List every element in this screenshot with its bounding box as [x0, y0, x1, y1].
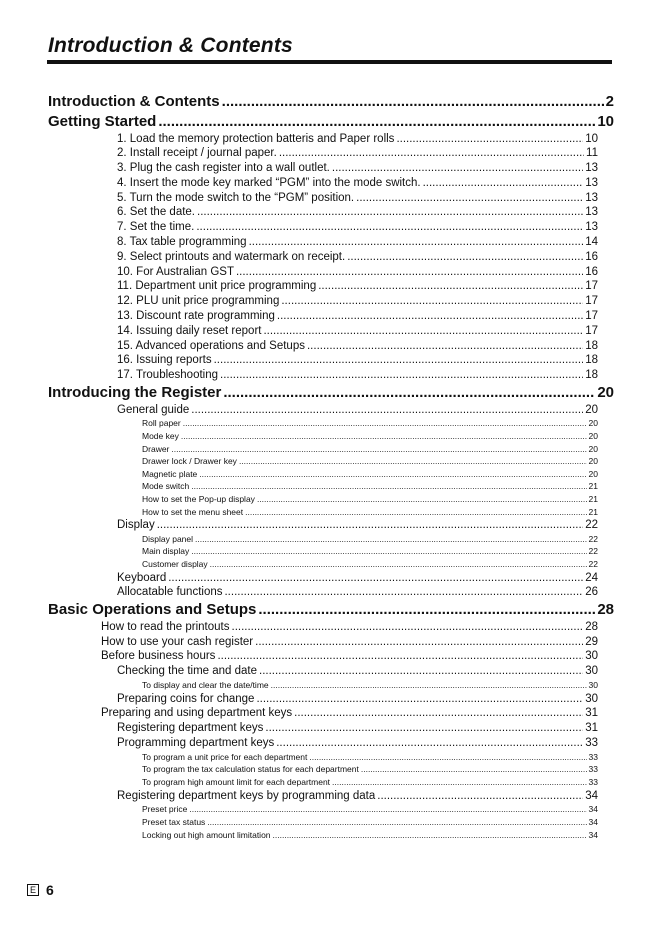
toc-entry[interactable] [0, 279, 598, 294]
toc-entry-title: Drawer [142, 443, 170, 454]
dot-leader [183, 417, 587, 430]
toc-entry-title: 6. Set the date. [117, 206, 196, 219]
toc-entry-page: 21 [588, 481, 598, 492]
toc-entry[interactable] [0, 829, 598, 842]
dot-leader [294, 706, 583, 721]
dot-leader [271, 679, 587, 692]
toc-entry-page: 20 [597, 384, 614, 402]
toc-entry-page: 14 [585, 236, 598, 249]
dot-leader [258, 600, 595, 620]
toc-entry-title: 5. Turn the mode switch to the “PGM” position. [117, 191, 355, 204]
toc-entry-page: 16 [585, 265, 598, 278]
toc-entry-title: Mode key [142, 430, 179, 441]
toc-entry-page: 22 [588, 533, 598, 544]
toc-entry-page: 22 [588, 559, 598, 570]
toc-entry-page: 18 [585, 354, 598, 367]
toc-entry[interactable] [0, 146, 598, 161]
dot-leader [307, 339, 583, 354]
toc-entry-title: To program high amount limit for each department [142, 776, 331, 787]
toc-entry-title: Display [117, 519, 155, 532]
dot-leader [181, 430, 587, 443]
toc-entry-page: 22 [588, 546, 598, 557]
toc-entry-page: 33 [585, 736, 598, 749]
toc-entry[interactable] [0, 176, 598, 191]
toc-entry[interactable] [0, 235, 598, 250]
dot-leader [191, 545, 586, 558]
toc-entry-page: 20 [585, 403, 598, 416]
toc-entry-page: 34 [585, 789, 598, 802]
toc-entry-page: 31 [585, 722, 598, 735]
dot-leader [255, 635, 583, 650]
toc-entry-title: How to set the Pop-up display [142, 493, 255, 504]
dot-leader [361, 763, 587, 776]
dot-leader [191, 480, 586, 493]
toc-entry-title: Allocatable functions [117, 586, 223, 599]
dot-leader [236, 265, 583, 280]
toc-entry[interactable] [0, 191, 598, 206]
toc-entry[interactable] [0, 353, 598, 368]
dot-leader [281, 294, 583, 309]
toc-entry-title: How to use your cash register [101, 635, 254, 648]
toc-entry-title: Getting Started [48, 113, 157, 130]
dot-leader [277, 309, 583, 324]
toc-entry-page: 20 [588, 418, 598, 429]
title-rule [47, 60, 612, 64]
toc-entry-page: 10 [585, 132, 598, 145]
toc-entry[interactable] [0, 545, 598, 558]
toc-entry[interactable] [0, 92, 614, 112]
edition-mark: E [27, 884, 39, 896]
toc-entry-title: 17. Troubleshooting [117, 369, 219, 382]
toc-entry-title: Preparing coins for change [117, 692, 255, 705]
toc-entry[interactable] [0, 339, 598, 354]
toc-entry-page: 21 [588, 506, 598, 517]
toc-entry-page: 13 [585, 162, 598, 175]
toc-entry[interactable] [0, 789, 598, 804]
dot-leader [259, 664, 583, 679]
toc-entry-page: 28 [597, 601, 614, 619]
toc-entry-title: Programming department keys [117, 736, 275, 749]
toc-entry-page: 20 [588, 456, 598, 467]
toc-entry-title: 10. For Australian GST [117, 265, 234, 278]
toc-entry-title: Registering department keys by programming data [117, 789, 376, 802]
dot-leader [332, 161, 583, 176]
toc-entry-page: 30 [585, 665, 598, 678]
toc-entry-title: Before business hours [101, 650, 216, 663]
toc-entry-page: 10 [597, 113, 614, 130]
toc-entry-page: 21 [588, 493, 598, 504]
toc-entry-title: Introducing the Register [48, 384, 222, 402]
toc-entry[interactable] [0, 383, 614, 403]
toc-entry[interactable] [0, 558, 598, 571]
toc-entry-title: How to set the menu sheet [142, 506, 244, 517]
toc-entry-title: 4. Insert the mode key marked “PGM” into the mode switch. [117, 176, 421, 189]
dot-leader [263, 324, 583, 339]
dot-leader [217, 649, 583, 664]
dot-leader [265, 721, 583, 736]
dot-leader [207, 816, 586, 829]
toc-entry-title: 8. Tax table programming [117, 236, 247, 249]
toc-entry-page: 34 [588, 816, 598, 827]
toc-entry[interactable] [0, 265, 598, 280]
toc-entry-page: 13 [585, 221, 598, 234]
toc-entry[interactable] [0, 468, 598, 481]
toc-entry-title: Checking the time and date [117, 665, 258, 678]
toc-entry[interactable] [0, 679, 598, 692]
toc-entry-page: 13 [585, 191, 598, 204]
toc-entry-page: 13 [585, 176, 598, 189]
toc-entry[interactable] [0, 161, 598, 176]
dot-leader [318, 279, 583, 294]
dot-leader [189, 803, 586, 816]
dot-leader [377, 789, 583, 804]
toc-entry[interactable] [0, 294, 598, 309]
toc-entry[interactable] [0, 803, 598, 816]
toc-entry-page: 30 [588, 679, 598, 690]
toc-entry-page: 16 [585, 250, 598, 263]
dot-leader [158, 112, 595, 132]
dot-leader [356, 191, 583, 206]
toc-entry-page: 34 [588, 804, 598, 815]
dot-leader [239, 455, 587, 468]
dot-leader [224, 585, 583, 600]
toc-entry-page: 33 [588, 764, 598, 775]
dot-leader [309, 751, 586, 764]
toc-entry-page: 2 [605, 93, 614, 110]
toc-entry[interactable] [0, 736, 598, 751]
toc-entry[interactable] [0, 493, 598, 506]
toc-entry-title: Locking out high amount limitation [142, 829, 271, 840]
toc-entry-title: Preset tax status [142, 816, 206, 827]
toc-entry[interactable] [0, 518, 598, 533]
dot-leader [232, 620, 584, 635]
toc-entry[interactable] [0, 309, 598, 324]
toc-entry-title: Main display [142, 546, 190, 557]
dot-leader [276, 736, 583, 751]
dot-leader [332, 776, 586, 789]
toc-entry-page: 17 [585, 324, 598, 337]
toc-entry-page: 18 [585, 339, 598, 352]
toc-entry[interactable] [0, 706, 598, 721]
toc-entry-page: 24 [585, 571, 598, 584]
toc-entry[interactable] [0, 763, 598, 776]
toc-entry-title: To program a unit price for each department [142, 751, 308, 762]
dot-leader [273, 829, 587, 842]
toc-entry-title: 14. Issuing daily reset report [117, 324, 262, 337]
toc-entry-page: 17 [585, 280, 598, 293]
toc-entry-title: To program the tax calculation status for each department [142, 764, 359, 775]
toc-entry-page: 17 [585, 310, 598, 323]
toc-entry-title: Introduction & Contents [48, 93, 220, 110]
table-of-contents [0, 92, 662, 841]
toc-entry-page: 26 [585, 586, 598, 599]
toc-entry-page: 11 [586, 147, 598, 160]
toc-entry[interactable] [0, 649, 598, 664]
toc-entry-title: Drawer lock / Drawer key [142, 456, 237, 467]
toc-entry[interactable] [0, 664, 598, 679]
dot-leader [222, 92, 604, 112]
toc-entry-title: 11. Department unit price programming [117, 280, 317, 293]
dot-leader [256, 692, 583, 707]
toc-entry-page: 13 [585, 206, 598, 219]
dot-leader [214, 353, 584, 368]
dot-leader [157, 518, 583, 533]
toc-entry-title: Display panel [142, 533, 194, 544]
dot-leader [191, 403, 583, 418]
toc-entry[interactable] [0, 692, 598, 707]
toc-entry[interactable] [0, 324, 598, 339]
toc-entry-page: 28 [585, 620, 598, 633]
toc-entry-title: 13. Discount rate programming [117, 310, 275, 323]
toc-entry-title: 1. Load the memory protection batteris and Paper rolls [117, 132, 395, 145]
toc-entry-page: 20 [588, 430, 598, 441]
toc-entry[interactable] [0, 506, 598, 519]
toc-entry-page: 18 [585, 369, 598, 382]
toc-entry-title: 7. Set the time. [117, 221, 195, 234]
toc-entry[interactable] [0, 205, 598, 220]
toc-entry[interactable] [0, 600, 614, 620]
toc-entry-page: 17 [585, 295, 598, 308]
toc-entry[interactable] [0, 816, 598, 829]
toc-entry[interactable] [0, 250, 598, 265]
toc-entry[interactable] [0, 533, 598, 546]
toc-entry-title: 9. Select printouts and watermark on receipt. [117, 250, 346, 263]
dot-leader [245, 506, 586, 519]
page-title: Introduction & Contents [48, 34, 293, 57]
toc-entry-title: Registering department keys [117, 722, 264, 735]
toc-entry-title: Keyboard [117, 571, 167, 584]
toc-entry[interactable] [0, 585, 598, 600]
toc-entry-title: Roll paper [142, 418, 181, 429]
toc-entry-page: 33 [588, 776, 598, 787]
toc-entry-title: General guide [117, 403, 190, 416]
dot-leader [197, 205, 583, 220]
toc-entry[interactable] [0, 220, 598, 235]
toc-entry[interactable] [0, 635, 598, 650]
toc-entry[interactable] [0, 112, 614, 132]
toc-entry-title: Customer display [142, 559, 208, 570]
toc-entry[interactable] [0, 480, 598, 493]
toc-entry[interactable] [0, 571, 598, 586]
dot-leader [195, 533, 587, 546]
toc-entry-page: 33 [588, 751, 598, 762]
dot-leader [423, 176, 584, 191]
toc-entry[interactable] [0, 132, 598, 147]
toc-entry-page: 30 [585, 692, 598, 705]
page-footer [27, 882, 54, 898]
toc-entry[interactable] [0, 417, 598, 430]
dot-leader [279, 146, 584, 161]
toc-entry-title: To display and clear the date/time [142, 679, 269, 690]
toc-entry-page: 29 [585, 635, 598, 648]
dot-leader [168, 571, 583, 586]
dot-leader [199, 468, 586, 481]
page-number: 6 [46, 882, 54, 898]
toc-entry-title: Preset price [142, 804, 188, 815]
toc-entry-title: Preparing and using department keys [101, 707, 293, 720]
dot-leader [257, 493, 587, 506]
dot-leader [396, 132, 583, 147]
toc-entry[interactable] [0, 403, 598, 418]
toc-entry[interactable] [0, 776, 598, 789]
dot-leader [220, 368, 583, 383]
toc-entry[interactable] [0, 751, 598, 764]
toc-entry[interactable] [0, 455, 598, 468]
dot-leader [223, 383, 595, 403]
toc-entry-title: 3. Plug the cash register into a wall outlet. [117, 162, 330, 175]
toc-entry[interactable] [0, 620, 598, 635]
toc-entry-title: Magnetic plate [142, 468, 198, 479]
toc-entry[interactable] [0, 443, 598, 456]
toc-entry-title: Mode switch [142, 481, 190, 492]
toc-entry-page: 34 [588, 829, 598, 840]
toc-entry[interactable] [0, 721, 598, 736]
toc-entry[interactable] [0, 430, 598, 443]
toc-entry[interactable] [0, 368, 598, 383]
toc-entry-page: 22 [585, 519, 598, 532]
toc-entry-page: 31 [585, 707, 598, 720]
toc-entry-title: 16. Issuing reports [117, 354, 212, 367]
toc-entry-title: 15. Advanced operations and Setups [117, 339, 305, 352]
toc-entry-title: 12. PLU unit price programming [117, 295, 280, 308]
dot-leader [171, 443, 586, 456]
dot-leader [196, 220, 583, 235]
toc-entry-page: 30 [585, 650, 598, 663]
dot-leader [249, 235, 584, 250]
toc-entry-title: Basic Operations and Setups [48, 601, 257, 619]
dot-leader [210, 558, 587, 571]
toc-entry-page: 20 [588, 468, 598, 479]
dot-leader [347, 250, 583, 265]
toc-entry-title: 2. Install receipt / journal paper. [117, 147, 277, 160]
toc-entry-page: 20 [588, 443, 598, 454]
toc-entry-title: How to read the printouts [101, 620, 230, 633]
